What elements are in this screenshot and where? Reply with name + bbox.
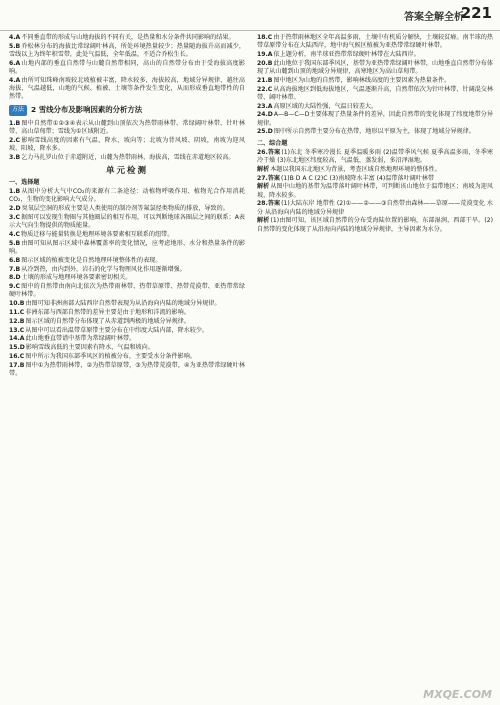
answer-item: 5.B由图可知从图示区域中森林覆盖率的变化情况，应考虑地形、水分和热量条件的影响。: [9, 239, 245, 256]
answer-item: 10.B由图可知非洲南部大陆西岸自然带表现为从沿海向内陆的地域分异规律。: [9, 300, 221, 308]
unit-items: [9, 188, 245, 378]
answer-item: 解析从图中山地的基带为温带落叶阔叶林带，可判断该山地位于温带地区；南坡为迎风坡，降水较多。: [257, 183, 494, 199]
answer-item: 19.A依上题分析，南半球亚热带常绿硬叶林带在大陆西岸。: [257, 51, 420, 58]
right-column: [257, 34, 493, 234]
answer-item: 13.C从图中可以看出温带草原带主要分布在中纬度大陆内部，降水较少。: [9, 326, 209, 334]
page-header: [0, 0, 500, 31]
answer-item: 6.B图示区域的植被变化是自然地理环境整体性的表现。: [9, 256, 162, 264]
answer-item: 4.A由所可知珠峰南坡较北坡植被丰富，降水较多，海拔较高，地域分异规律，越往高海拔、气温越低，山地的气候、植被、土壤等条件发生变化，从而形成垂直地带性的自然带。: [9, 76, 245, 101]
answer-item: 25.D图中所示自然带主要分布在热带，地形以平原为主，体现了地域分异规律。: [257, 128, 475, 136]
answer-item: 6.A山地内部的垂直自然带与山麓自然带相同，高山的自然带分布由于受海拔高度影响。: [9, 59, 245, 75]
answer-item: 11.C非洲东部与西部自然带的差异主要是由于地形和洋流的影响。: [9, 309, 190, 316]
answer-item: 2.C影响雪线高度的因素有气温、降水、坡向等；北坡为背风坡、阴坡，南坡为迎风坡、阳坡，降水多。: [9, 136, 245, 152]
answer-item: 15.D影响雪线高低的主要因素有降水、气温和坡向。: [9, 344, 154, 352]
answer-item: 26.答案(1)东北 冬季寒冷漫长 夏季温暖多雨 (2)温带季风气候 夏季高温多雨，冬季寒冷干燥 (3)东北地区纬度较高，气温低，蒸发弱，多沼泽湿地。: [257, 148, 494, 164]
answer-item: 5.B乔松林分布的海拔比常绿阔叶林高，所处环境热量较少；热量随海拔升高而减少，雪线以上为终年积雪带，此处气温低，全年低温，不适合乔松生长。: [9, 42, 245, 58]
answer-item: 14.A此山地垂直带谱中基带为常绿阔叶林带。: [9, 335, 136, 343]
answer-item: 3.B乞力马扎罗山位于赤道附近，山麓为热带雨林，海拔高，雪线在赤道地区较高。: [9, 153, 235, 161]
method-items: [9, 120, 245, 162]
answer-item: 20.B此山地位于我国东部季风区，基带为亚热带常绿阔叶林带，山地垂直自然带分布体现了从山麓到山顶的地域分异规律，高寒地区为高山草甸带。: [257, 59, 493, 75]
answer-item: 2.D臭氧层空洞的形成主要是人类使用的制冷剂等氟氯烃类物质的排放，导致的。: [9, 205, 229, 213]
answer-item: 22.C从高海拔地区到低海拔地区，气温逐渐升高，自然带依次为针叶林带、针阔混交林带、阔叶林带。: [257, 85, 493, 101]
unit-test-title: 单元检测: [105, 165, 148, 176]
method-tag: 方法: [9, 105, 27, 115]
answer-item: 23.A高原区域的大陆性强，气温日较差大。: [257, 102, 378, 110]
answer-item: 12.B图示区域的自然带分布体现了从赤道到两极的地域分异规律。: [9, 317, 190, 325]
answer-item: 8.D土壤的形成与地理环境各要素密切相关。: [9, 274, 132, 282]
answer-item: 27.答案(1)B D A C (2)C (3)南坡降水丰富 (4)温带落叶阔叶林带: [257, 174, 434, 182]
answer-item: 3.C据图可以发现生物圈与其他圈层的相互作用，可以判断地球各圈层之间的联系；A表示大气向生物提供的物质能量。: [9, 214, 245, 230]
answer-item: 21.B图中地区为山地的自然带，影响林线高度的主要因素为热量条件。: [257, 76, 451, 84]
answer-item: 4.A不同垂直带的形成与山地海拔的不同有关，是热量和水分条件共同影响的结果。: [9, 34, 235, 41]
answer-item: 7.B从冷到热，由内到外，岩石的化学与物理风化作用逐渐增强。: [9, 265, 186, 273]
left-column: [9, 34, 245, 379]
answer-item: 解析本题以我国东北地区为背景，考查区域自然地理环境的整体性。: [257, 165, 441, 173]
right-items: [257, 34, 493, 137]
pre-items: [9, 34, 245, 101]
answer-item: 1.B图中自然带①②③④表示从山麓到山顶依次为热带雨林带、常绿阔叶林带、针叶林带、高山草甸带；雪线为①区域附近。: [9, 119, 245, 135]
watermark: MXQE.COM: [423, 688, 492, 701]
answer-item: 1.B从图中分析大气中CO₂的来源有二条途径：动植物呼吸作用、植物光合作用消耗CO₂，生物的变化影响大气成分。: [9, 188, 245, 204]
section-subtitle: 一、选择题: [9, 179, 40, 187]
answer-item: 28.答案(1)大陆东岸 地带性 (2)①——②——③自然带由森林——草原——荒漠变化 水分 从沿海向内陆的地域分异规律: [257, 200, 493, 216]
answer-item: 16.C图中所示为我国东部季风区的植被分布，主要受水分条件影响。: [9, 352, 196, 360]
answer-item: 9.C图中的自然带由南向北依次为热带雨林带、热带草原带、热带荒漠带、亚热带常绿硬叶林带。: [9, 283, 245, 299]
method-heading: [9, 105, 245, 115]
answer-item: 18.C由于热带雨林地区全年高温多雨，土壤中有机质分解快，土壤较贫瘠。南半球的热带草原带分布在大陆西岸，地中海气候区植被为亚热带常绿硬叶林带。: [257, 34, 493, 50]
brand-title: 答案全解全析: [404, 12, 464, 23]
page-number: 221: [460, 4, 492, 22]
method-title: 2 雪线分布及影响因素的分析方法: [31, 105, 143, 115]
answer-item: 4.C物质迁移与能量转换是地理环境各要素相互联系的纽带。: [9, 231, 174, 239]
answer-item: 解析(1)由图可知，该区域自然带的分布受海陆位置的影响，东部湿润，西部干旱。(2)自然带的变化体现了从沿海向内陆的地域分异规律，主导因素为水分。: [257, 217, 494, 233]
right-answers: [257, 149, 493, 234]
answer-item: 17.B图中①为热带雨林带，②为热带草原带，③为热带荒漠带，④为亚热带常绿硬叶林带。: [9, 361, 245, 377]
answer-item: 24.DA—B—C—D主要体现了热量条件的差异，因此自然带的变化体现了纬度地带分异规律。: [257, 111, 493, 127]
section-subtitle: 二、综合题: [257, 139, 288, 147]
